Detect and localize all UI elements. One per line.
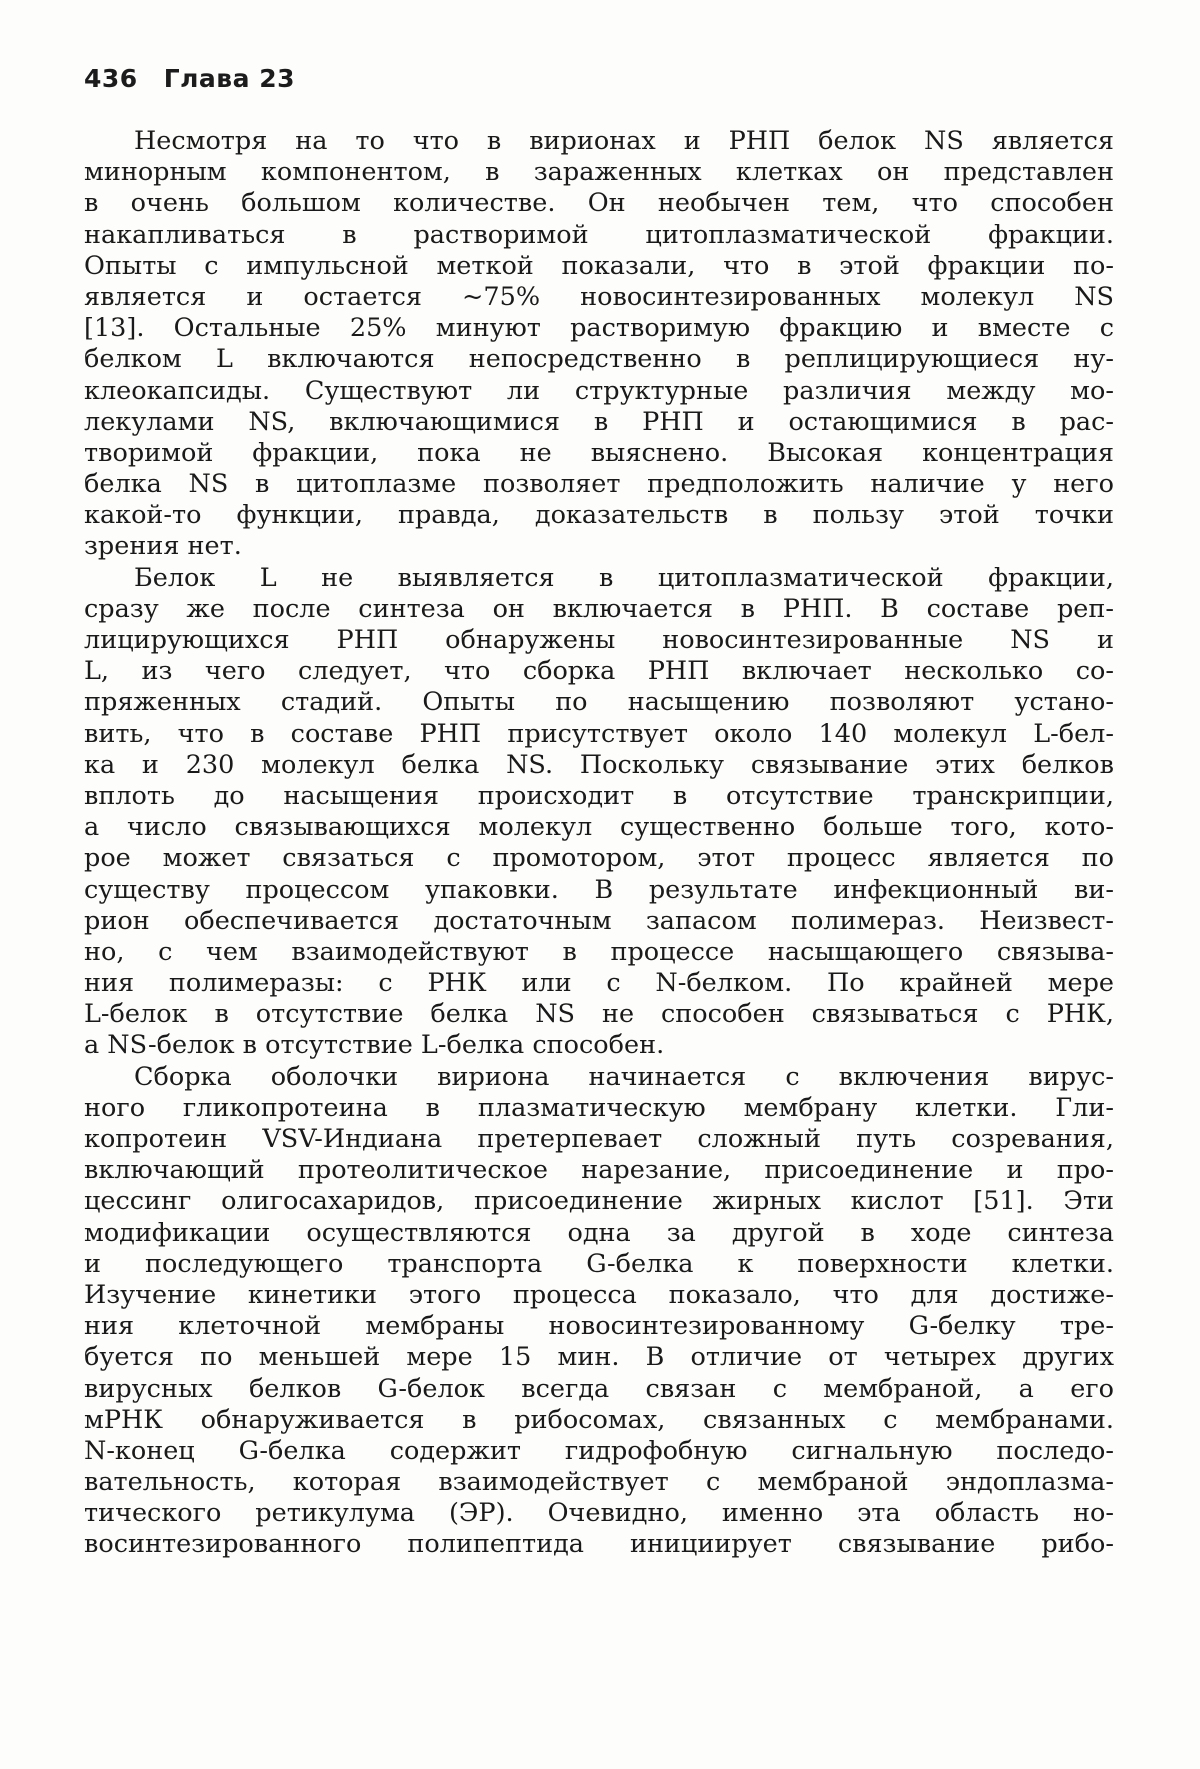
text-line: лицирующихся РНП обнаружены новосинтезированные NS и [84, 625, 1114, 655]
paragraph [84, 1062, 1114, 1561]
text-line: сразу же после синтеза он включается в РНП. В составе реп- [84, 593, 1114, 624]
text-line: творимой фракции, пока не выяснено. Высокая концентрация [84, 437, 1114, 468]
text-line: накапливаться в растворимой цитоплазматической фракции. [84, 219, 1114, 250]
text-line: ния клеточной мембраны новосинтезированному G-белку тре- [84, 1311, 1114, 1342]
text-line: клеокапсиды. Существуют ли структурные различия между мо- [84, 375, 1114, 406]
text-line: пряженных стадий. Опыты по насыщению позволяют устано- [84, 687, 1114, 718]
text-line: ния полимеразы: с РНК или с N-белком. По крайней мере [84, 968, 1114, 999]
text-line: Сборка оболочки вириона начинается с включения вирус- [134, 1061, 1114, 1092]
text-line: минорным компонентом, в зараженных клетках он представлен [84, 157, 1114, 188]
text-line: лекулами NS, включающимися в РНП и остающимися в рас- [84, 406, 1114, 437]
text-line: L-белок в отсутствие белка NS не способен связываться с РНК, [84, 999, 1114, 1030]
text-line: тического ретикулума (ЭР). Очевидно, именно эта область но- [84, 1498, 1114, 1529]
text-line: вательность, которая взаимодействует с мембраной эндоплазма- [84, 1467, 1114, 1498]
text-line: является и остается ~75% новосинтезированных молекул NS [84, 281, 1114, 312]
text-line: вить, что в составе РНП присутствует около 140 молекул L-бел- [84, 718, 1114, 749]
text-line: рое может связаться с промотором, этот процесс является по [84, 843, 1114, 874]
text-line: копротеин VSV-Индиана претерпевает сложный путь созревания, [84, 1124, 1114, 1154]
text-line: зрения нет. [84, 531, 242, 562]
text-line: модификации осуществляются одна за другой в ходе синтеза [84, 1217, 1114, 1248]
text-line: Белок L не выявляется в цитоплазматической фракции, [134, 562, 1114, 593]
text-line: ного гликопротеина в плазматическую мембрану клетки. Гли- [84, 1092, 1114, 1123]
text-line: и последующего транспорта G-белка к поверхности клетки. [84, 1248, 1114, 1279]
body-text [84, 126, 1114, 1561]
chapter-title: Глава 23 [163, 64, 295, 93]
text-line: существу процессом упаковки. В результате инфекционный ви- [84, 874, 1114, 905]
text-line: белка NS в цитоплазме позволяет предположить наличие у него [84, 469, 1114, 500]
text-line: ка и 230 молекул белка NS. Поскольку связывание этих белков [84, 749, 1114, 780]
text-line: восинтезированного полипептида инициирует связывание рибо- [84, 1529, 1114, 1560]
text-line: [13]. Остальные 25% минуют растворимую фракцию и вместе с [84, 313, 1114, 344]
text-line: Опыты с импульсной меткой показали, что в этой фракции по- [84, 250, 1114, 281]
text-line: цессинг олигосахаридов, присоединение жирных кислот [51]. Эти [84, 1186, 1114, 1217]
text-line: L, из чего следует, что сборка РНП включает несколько со- [84, 656, 1114, 687]
text-line: какой-то функции, правда, доказательств в пользу этой точки [84, 500, 1114, 531]
text-line: Несмотря на то что в вирионах и РНП белок NS является [134, 126, 1114, 156]
text-line: но, с чем взаимодействуют в процессе насыщающего связыва- [84, 936, 1114, 967]
text-line: рион обеспечивается достаточным запасом полимераз. Неизвест- [84, 905, 1114, 936]
text-line: а NS-белок в отсутствие L-белка способен. [84, 1030, 665, 1061]
paragraph [84, 563, 1114, 1062]
text-line: в очень большом количестве. Он необычен тем, что способен [84, 188, 1114, 219]
page-number: 436 [84, 64, 138, 93]
text-line: N-конец G-белка содержит гидрофобную сигнальную последо- [84, 1435, 1114, 1466]
text-line: мРНК обнаруживается в рибосомах, связанных с мембранами. [84, 1404, 1114, 1435]
text-line: Изучение кинетики этого процесса показало, что для достиже- [84, 1279, 1114, 1310]
text-line: белком L включаются непосредственно в реплицирующиеся ну- [84, 344, 1114, 375]
paragraph [84, 126, 1114, 563]
text-line: буется по меньшей мере 15 мин. В отличие от четырех других [84, 1342, 1114, 1373]
text-line: а число связывающихся молекул существенно больше того, кото- [84, 812, 1114, 843]
text-line: вплоть до насыщения происходит в отсутствие транскрипции, [84, 780, 1114, 811]
text-line: включающий протеолитическое нарезание, присоединение и про- [84, 1155, 1114, 1186]
running-header [84, 64, 295, 93]
text-line: вирусных белков G-белок всегда связан с мембраной, а его [84, 1373, 1114, 1404]
